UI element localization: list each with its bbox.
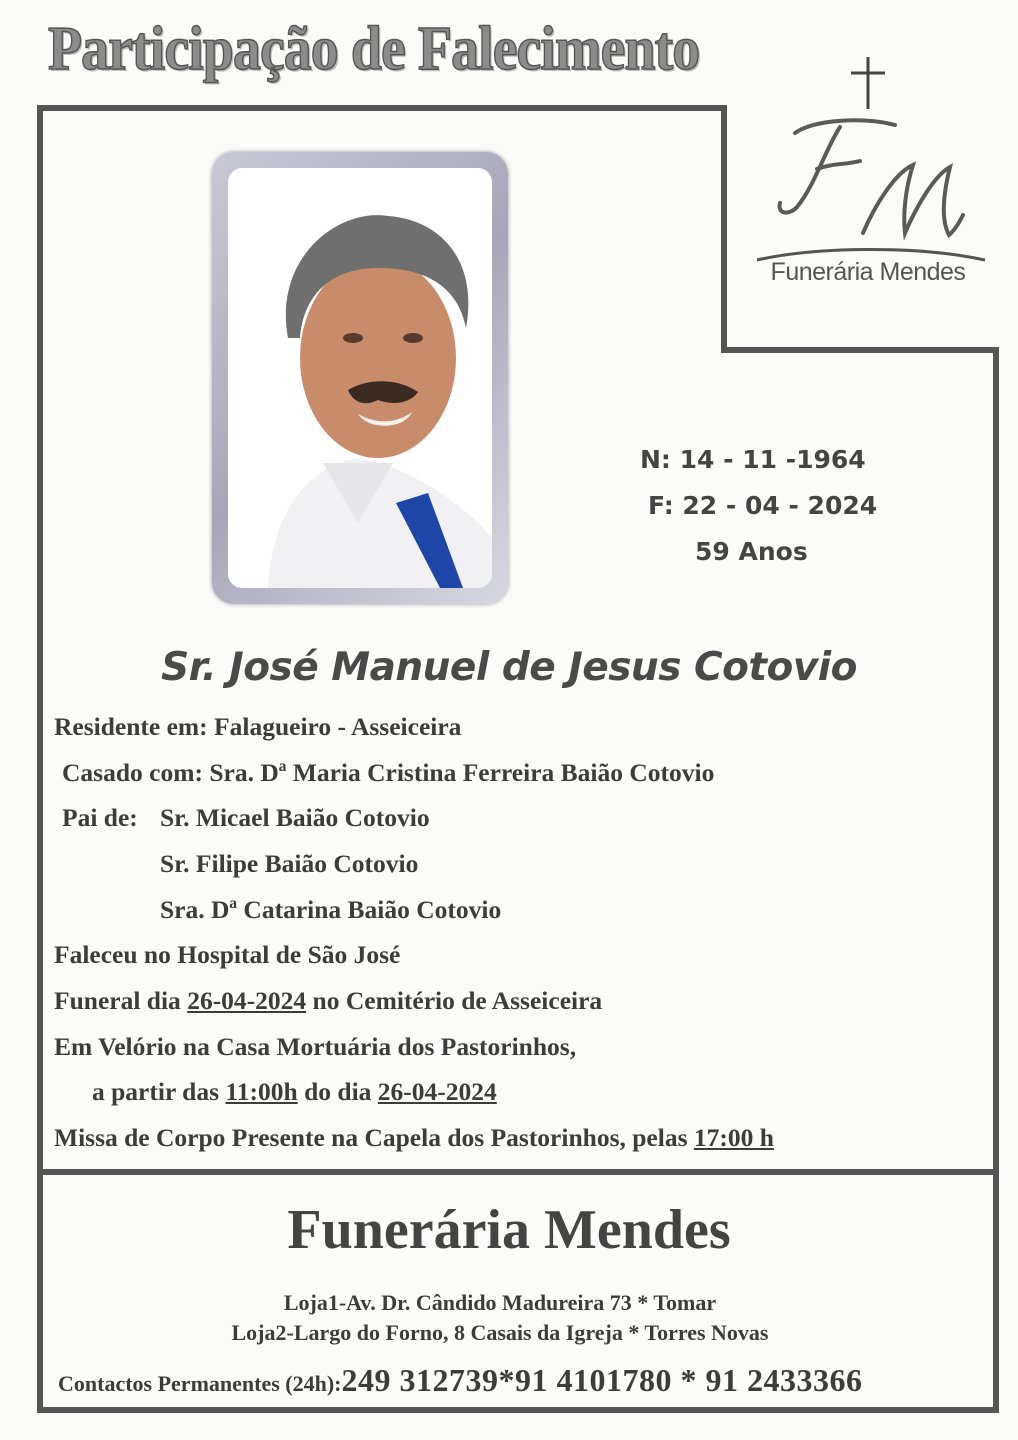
children-label: Pai de: — [62, 803, 138, 832]
contacts-line — [58, 1362, 863, 1399]
funeral-prefix: Funeral dia — [54, 986, 188, 1015]
contacts-numbers: 249 312739*91 4101780 * 91 2433366 — [341, 1362, 863, 1398]
footer-title: Funerária Mendes — [287, 1199, 731, 1261]
funeral-line — [54, 986, 602, 1016]
funeral-date: 26-04-2024 — [187, 986, 307, 1015]
child-3: Sra. Dª Catarina Baião Cotovio — [160, 895, 502, 924]
wake-prefix: a partir das — [92, 1077, 226, 1106]
child-1: Sr. Micael Baião Cotovio — [160, 803, 430, 832]
child-2: Sr. Filipe Baião Cotovio — [160, 849, 419, 878]
logo-name: Funerária Mendes — [770, 258, 966, 286]
wake-middle: do dia — [297, 1077, 378, 1106]
mass-time: 17:00 h — [693, 1123, 774, 1152]
residence-line: Residente em: Falagueiro - Asseiceira — [54, 712, 462, 741]
deceased-name: Sr. José Manuel de Jesus Cotovio — [161, 645, 857, 690]
contacts-label: Contactos Permanentes (24h): — [58, 1371, 342, 1396]
death-place-line: Faleceu no Hospital de São José — [54, 940, 401, 969]
address-1: Loja1-Av. Dr. Cândido Madureira 73 * Tomar — [283, 1290, 717, 1315]
portrait-photo — [228, 168, 492, 588]
birth-date: N: 14 - 11 -1964 — [640, 445, 866, 474]
address-2: Loja2-Largo do Forno, 8 Casais da Igreja * Torres Novas — [231, 1320, 769, 1345]
portrait-frame — [212, 152, 508, 604]
wake-time: 11:00h — [225, 1077, 298, 1106]
wake-time-line — [92, 1077, 497, 1107]
page-title: Participação de Falecimento — [48, 15, 700, 83]
age: 59 Anos — [695, 537, 808, 566]
cross-icon — [851, 57, 885, 109]
funeral-suffix: no Cemitério de Asseiceira — [306, 986, 603, 1015]
death-date: F: 22 - 04 - 2024 — [648, 491, 878, 520]
mass-prefix: Missa de Corpo Presente na Capela dos Pastorinhos, pelas — [54, 1123, 694, 1152]
wake-line: Em Velório na Casa Mortuária dos Pastorinhos, — [54, 1032, 577, 1061]
spouse-line: Casado com: Sra. Dª Maria Cristina Ferreira Baião Cotovio — [62, 758, 715, 787]
mass-line — [54, 1123, 774, 1153]
wake-date: 26-04-2024 — [377, 1077, 497, 1106]
